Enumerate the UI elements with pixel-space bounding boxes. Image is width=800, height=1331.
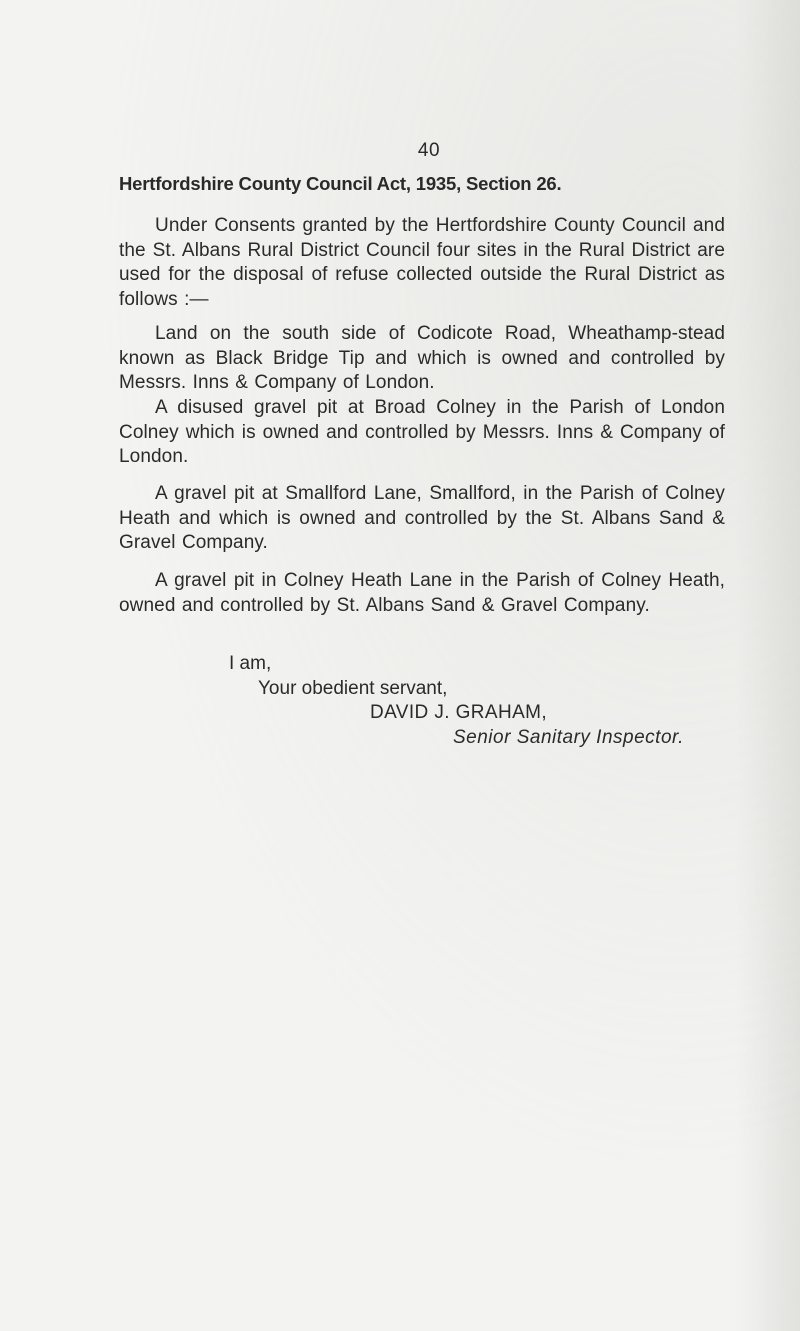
signatory-name: DAVID J. GRAHAM, (370, 702, 548, 723)
page-number: 40 (417, 140, 441, 161)
site-paragraph-2: A disused gravel pit at Broad Colney in the Parish of London Colney which is owned and controlled by Messrs. Inns & Company of London. (119, 397, 725, 467)
section-heading: Hertfordshire County Council Act, 1935, Section 26. (119, 173, 562, 194)
closing-line-servant: Your obedient servant, (258, 678, 448, 699)
signatory-title: Senior Sanitary Inspector. (453, 727, 684, 748)
site-paragraph-4: A gravel pit in Colney Heath Lane in the Parish of Colney Heath, owned and controlled by St. Albans Sand & Gravel Company. (119, 570, 725, 616)
closing-line-i-am: I am, (229, 653, 272, 674)
site-paragraph-3: A gravel pit at Smallford Lane, Smallford, in the Parish of Colney Heath and which is owned and controlled by the St. Albans Sand & Gravel Company. (119, 483, 725, 553)
site-paragraph-1: Land on the south side of Codicote Road, Wheathamp-stead known as Black Bridge Tip and which is owned and controlled by Messrs. Inns & Company of London. (119, 323, 725, 393)
intro-paragraph: Under Consents granted by the Hertfordshire County Council and the St. Albans Rural District Council four sites in the Rural District are used for the disposal of refuse collected outside the Rural District as follows :— (119, 215, 725, 310)
